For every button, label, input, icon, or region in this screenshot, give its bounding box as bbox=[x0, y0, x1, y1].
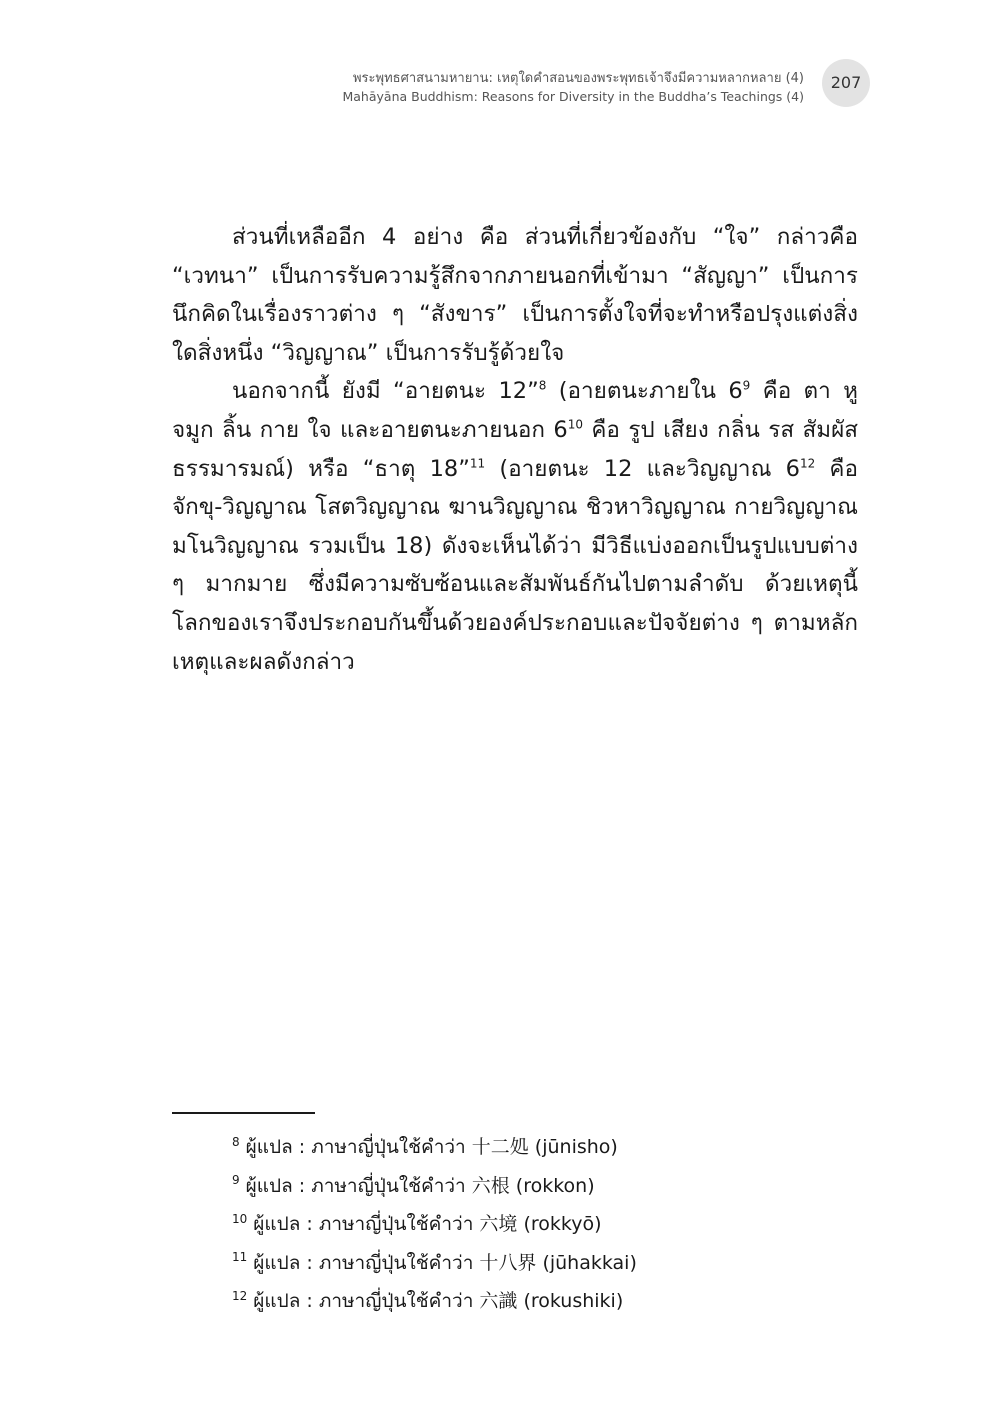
page-number: 207 bbox=[822, 59, 870, 107]
footnote-number: 9 bbox=[232, 1173, 240, 1188]
footnote-number: 12 bbox=[232, 1288, 248, 1303]
footnote-item bbox=[232, 1282, 832, 1321]
footnote-ref-8[interactable]: 8 bbox=[538, 378, 547, 393]
paragraph-2-text: คือ ตา หู จมูก ลิ้น กาย ใจ และอายตนะภายนอก 6 bbox=[172, 378, 858, 443]
footnote-text: ผู้แปล : ภาษาญี่ปุ่นใช้คำว่า 六識 (rokushiki) bbox=[253, 1290, 624, 1312]
body-text bbox=[172, 218, 858, 681]
paragraph-2-text: นอกจากนี้ ยังมี “อายตนะ 12” bbox=[232, 378, 539, 405]
paragraph-2-text: คือ รูป เสียง กลิ่น รส สัมผัส ธรรมารมณ์) หรือ “ธาตุ 18” bbox=[172, 416, 858, 482]
footnote-number: 8 bbox=[232, 1134, 240, 1149]
footnote-ref-9[interactable]: 9 bbox=[742, 378, 751, 393]
footnote-item bbox=[232, 1205, 832, 1244]
footnote-item bbox=[232, 1167, 832, 1206]
footnote-text: ผู้แปล : ภาษาญี่ปุ่นใช้คำว่า 十二処 (jūnisho) bbox=[245, 1136, 618, 1158]
footnote-ref-12[interactable]: 12 bbox=[799, 456, 816, 471]
footnote-text: ผู้แปล : ภาษาญี่ปุ่นใช้คำว่า 六境 (rokkyō) bbox=[253, 1213, 602, 1235]
footnote-ref-11[interactable]: 11 bbox=[469, 456, 486, 471]
footnote-number: 10 bbox=[232, 1211, 248, 1226]
paragraph-2 bbox=[172, 372, 858, 681]
footnote-item bbox=[232, 1128, 832, 1167]
footnote-item bbox=[232, 1244, 832, 1283]
paragraph-2-text: (อายตนะภายใน 6 bbox=[546, 378, 743, 405]
footnotes bbox=[232, 1128, 832, 1321]
paragraph-1: ส่วนที่เหลืออีก 4 อย่าง คือ ส่วนที่เกี่ยวข้องกับ “ใจ” กล่าวคือ “เวทนา” เป็นการรับความรู้สึกจากภายนอกที่เข้ามา “สัญญา” เป็นการนึกคิดในเรื่องราวต่าง ๆ “สังขาร” เป็นการตั้งใจที่จะทำหรือปรุงแต่งสิ่งใดสิ่งหนึ่ง “วิญญาณ” เป็นการรับรู้ด้วยใจ bbox=[172, 224, 858, 366]
footnote-text: ผู้แปล : ภาษาญี่ปุ่นใช้คำว่า 十八界 (jūhakkai) bbox=[253, 1251, 637, 1274]
footnote-separator bbox=[172, 1112, 315, 1114]
running-header bbox=[104, 70, 804, 106]
paragraph-2-text: (อายตนะ 12 และวิญญาณ 6 bbox=[485, 455, 800, 482]
footnote-number: 11 bbox=[232, 1250, 248, 1265]
footnote-ref-10[interactable]: 10 bbox=[567, 417, 583, 432]
header-title-english: Mahāyāna Buddhism: Reasons for Diversity in the Buddha’s Teachings (4) bbox=[342, 89, 804, 104]
header-title-thai: พระพุทธศาสนามหายาน: เหตุใดคำสอนของพระพุทธเจ้าจึงมีความหลากหลาย (4) bbox=[352, 71, 804, 86]
footnote-text: ผู้แปล : ภาษาญี่ปุ่นใช้คำว่า 六根 (rokkon) bbox=[245, 1174, 595, 1197]
paragraph-2-text: คือ จักขุ-วิญญาณ โสตวิญญาณ ฆานวิญญาณ ชิวหาวิญญาณ กายวิญญาณ มโนวิญญาณ รวมเป็น 18) ดังจะเห็นได้ว่า มีวิธีแบ่งออกเป็นรูปแบบต่าง ๆ มากมาย ซึ่งมีความซับซ้อนและสัมพันธ์กันไปตามลำดับ ด้วยเหตุนี้ โลกของเราจึงประกอบกันขึ้นด้วยองค์ประกอบและปัจจัยต่าง ๆ ตามหลักเหตุและผลดังกล่าว bbox=[172, 455, 858, 675]
